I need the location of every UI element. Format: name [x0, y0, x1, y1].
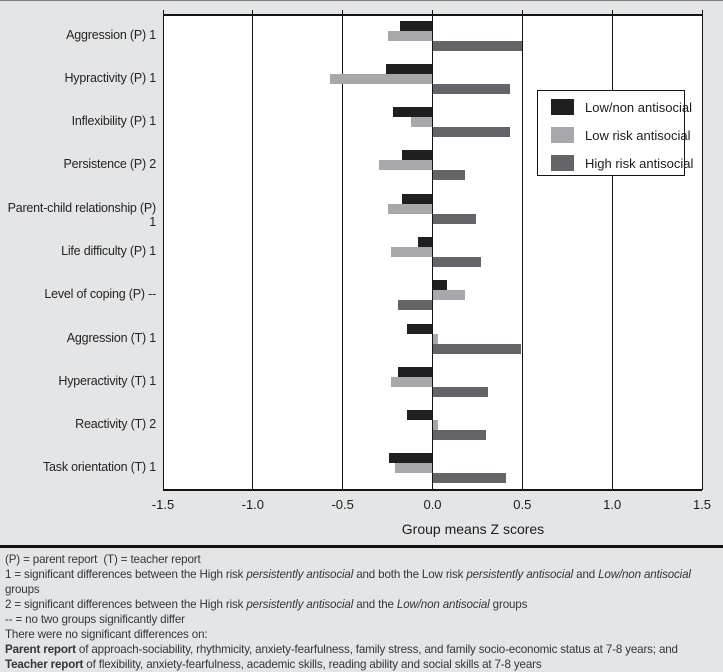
bar-low-non-antisocial-row11: [389, 453, 432, 463]
legend-entry: [551, 99, 692, 116]
footnote-text: 1 = significant differences between the High risk: [5, 568, 247, 581]
footnote-text: groups: [5, 568, 694, 596]
footnote-bold-text: Teacher report: [5, 658, 84, 671]
legend-entry: [551, 155, 694, 172]
footnote-separator: [0, 545, 723, 548]
bar-low-risk-antisocial-row10: [433, 420, 438, 430]
bar-low-risk-antisocial-row5: [388, 204, 433, 214]
x-tick-label: 0.0: [423, 497, 442, 512]
y-axis-label: Aggression (T) 1: [66, 330, 156, 345]
y-axis-label: Hypractivity (P) 1: [64, 70, 156, 85]
bar-high-risk-antisocial-row10: [433, 430, 487, 440]
footnote-text: and: [573, 568, 599, 581]
footnote-italic-text: persistently antisocial: [246, 598, 354, 611]
bar-high-risk-antisocial-row6: [433, 257, 482, 267]
bar-high-risk-antisocial-row11: [433, 473, 507, 483]
x-axis-line: [163, 489, 702, 491]
bar-low-non-antisocial-row9: [398, 367, 432, 377]
legend-swatch: [551, 155, 574, 171]
legend-label: Low/non antisocial: [585, 100, 692, 115]
x-axis-title: Group means Z scores: [401, 521, 545, 537]
bar-low-risk-antisocial-row11: [395, 463, 433, 473]
bar-low-risk-antisocial-row6: [391, 247, 432, 257]
x-tick-label: 0.5: [513, 497, 532, 512]
footnote-text: of flexibility, anxiety-fearfulness, academic skills, reading ability and social skills at 7-8 years: [83, 658, 542, 671]
footnote-line: [5, 567, 720, 597]
bar-low-non-antisocial-row10: [407, 410, 432, 420]
bar-low-risk-antisocial-row2: [330, 74, 432, 84]
bar-high-risk-antisocial-row3: [433, 127, 510, 137]
top-rule: [0, 0, 723, 1]
y-axis-label: Level of coping (P) --: [44, 287, 156, 302]
legend-swatch: [551, 127, 574, 143]
footnote-text: (P) = parent report (T) = teacher report: [5, 553, 201, 566]
x-tick-label: 1.0: [603, 497, 622, 512]
plot-top-border: [163, 14, 702, 16]
x-tick-label: -0.5: [331, 497, 354, 512]
footnote-text: -- = no two groups significantly differ: [5, 613, 185, 626]
footnote-italic-text: Low/non antisocial: [598, 568, 691, 581]
x-tick-label: -1.5: [151, 497, 175, 512]
footnote-italic-text: persistently antisocial: [246, 568, 354, 581]
footnote-text: groups: [489, 598, 528, 611]
bar-low-non-antisocial-row5: [402, 194, 433, 204]
bar-high-risk-antisocial-row7: [398, 300, 432, 310]
legend-label: Low risk antisocial: [585, 128, 691, 143]
footnote-text: 2 = significant differences between the High risk: [5, 598, 247, 611]
bar-low-non-antisocial-row8: [407, 324, 432, 334]
bar-low-non-antisocial-row7: [433, 280, 447, 290]
footnote-line: [5, 657, 720, 672]
footnote-text: and the: [353, 598, 397, 611]
footnote-line: [5, 597, 720, 612]
legend: [537, 90, 694, 176]
y-axis-label: Parent-child relationship (P) 1: [7, 200, 156, 229]
bar-low-non-antisocial-row3: [393, 107, 433, 117]
gridline-x-0.5: [522, 10, 523, 490]
footnote-line: [5, 627, 720, 642]
gridline-x-1.5: [702, 10, 703, 490]
footnote-italic-text: Low/non antisocial: [396, 598, 490, 611]
bar-low-non-antisocial-row6: [418, 237, 432, 247]
bar-low-non-antisocial-row4: [402, 150, 433, 160]
bar-low-risk-antisocial-row3: [411, 117, 433, 127]
x-tick-label: 1.5: [692, 497, 712, 512]
bar-high-risk-antisocial-row4: [433, 170, 465, 180]
footnote-line: [5, 642, 720, 657]
footnote-text: of approach-sociability, rhythmicity, anxiety-fearfulness, family stress, and family socio-economic status at 7-8 years; and: [75, 643, 678, 656]
bar-high-risk-antisocial-row2: [433, 84, 510, 94]
footnote-line: [5, 612, 720, 627]
gridline-x-1: [612, 10, 613, 490]
bar-high-risk-antisocial-row9: [433, 387, 489, 397]
bar-low-risk-antisocial-row4: [379, 160, 433, 170]
footnotes: [5, 552, 720, 672]
footnote-text: There were no significant differences on:: [5, 628, 208, 641]
footnote-text: and both the Low risk: [353, 568, 467, 581]
bar-low-non-antisocial-row1: [400, 21, 432, 31]
y-axis-label: Task orientation (T) 1: [42, 460, 156, 475]
bar-low-risk-antisocial-row8: [433, 334, 438, 344]
footnote-italic-text: persistently antisocial: [466, 568, 574, 581]
y-axis-label: Reactivity (T) 2: [75, 417, 156, 432]
x-tick-label: -1.0: [241, 497, 265, 512]
footnote-bold-text: Parent report: [5, 643, 76, 656]
bar-low-risk-antisocial-row7: [433, 290, 465, 300]
legend-entry: [551, 127, 691, 144]
gridline-x--1.5: [163, 10, 164, 490]
y-axis-label: Life difficulty (P) 1: [61, 244, 156, 258]
y-axis-label: Hyperactivity (T) 1: [58, 373, 156, 388]
bar-low-risk-antisocial-row1: [388, 31, 433, 41]
bar-low-risk-antisocial-row9: [391, 377, 432, 387]
bar-low-non-antisocial-row2: [386, 64, 433, 74]
y-axis-label: Persistence (P) 2: [63, 157, 156, 172]
bar-high-risk-antisocial-row5: [433, 214, 476, 224]
gridline-x--1: [252, 10, 253, 490]
y-axis-label: Inflexibility (P) 1: [71, 114, 156, 129]
legend-swatch: [551, 99, 574, 115]
bar-high-risk-antisocial-row1: [433, 41, 523, 51]
y-axis-label: Aggression (P) 1: [66, 27, 156, 42]
footnote-line: [5, 552, 720, 567]
legend-label: High risk antisocial: [585, 156, 694, 171]
bar-high-risk-antisocial-row8: [433, 344, 521, 354]
